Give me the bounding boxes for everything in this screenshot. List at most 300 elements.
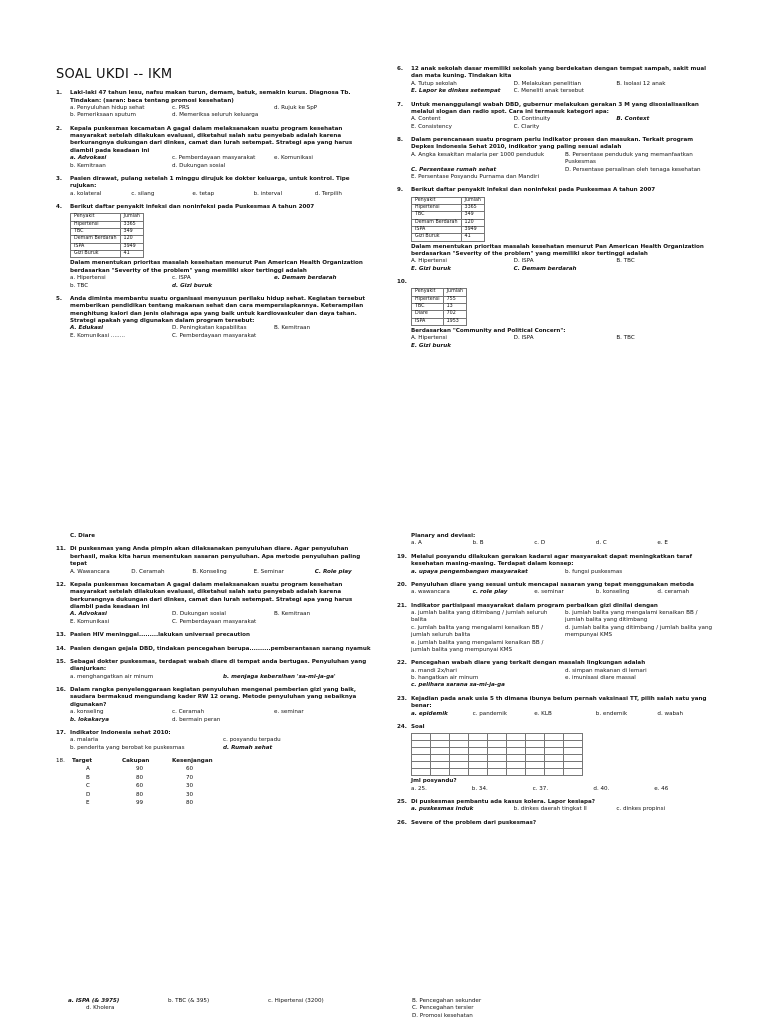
option: b. penderita yang berobat ke puskesmas	[70, 744, 185, 751]
question-head	[397, 799, 715, 806]
option: d. 40.	[593, 785, 610, 792]
table-cell: ISPA	[412, 318, 444, 325]
question-stem: Laki-laki 47 tahun lesu, nafsu makan turun, demam, batuk, semakin kurus. Diagnosa Tb. Tindakan: (saran: baca tentang promosi kesehatan)	[70, 90, 351, 104]
option: a. wawancara	[411, 589, 450, 596]
table-row	[412, 734, 583, 741]
question-number: 23.	[397, 695, 407, 702]
options	[70, 325, 372, 340]
table-cell: 120	[461, 219, 484, 226]
table-cell	[431, 741, 450, 748]
question-head	[397, 554, 715, 569]
option: E. Persentase Posyandu Purnama dan Mandiri	[411, 173, 540, 180]
table-cell: TBC	[412, 212, 462, 219]
option: c. ISPA	[172, 275, 191, 282]
question-head	[56, 533, 372, 540]
option: a. epidemik	[411, 710, 448, 717]
footer-right	[412, 998, 712, 1020]
table-row	[412, 212, 485, 219]
grid-cell: 30	[186, 783, 194, 790]
option: c. jumlah balita yang mengalami kenaikan BB / jumlah seluruh balita	[411, 624, 543, 639]
question	[397, 724, 715, 731]
question-head	[56, 659, 372, 674]
option: b. Pemeriksaan sputum	[70, 112, 136, 119]
option: B. Kemitraan	[274, 325, 311, 332]
option: C. Demam berdarah	[513, 265, 577, 272]
option: b. 34.	[471, 785, 488, 792]
table-cell: 3949	[120, 243, 143, 250]
question-head	[56, 126, 372, 156]
option: B. Kemitraan	[274, 611, 311, 618]
option: a. kolateral	[70, 190, 102, 197]
question-number: 7.	[397, 101, 404, 108]
footer-right-option: B. Pencegahan sekunder	[412, 998, 482, 1004]
question-number: 12.	[56, 581, 66, 588]
question-head	[56, 176, 372, 191]
table-cell	[488, 769, 507, 776]
question-head	[397, 279, 715, 286]
table-cell: 702	[443, 311, 466, 318]
grid-cell: 60	[136, 783, 144, 790]
table-cell	[412, 762, 431, 769]
question-number: 24.	[397, 723, 407, 730]
question-head	[397, 724, 715, 731]
question-stem: Severe of the problem dari puskesmas?	[411, 819, 537, 826]
footer-left-option: d. Kholera	[86, 1005, 115, 1012]
question-number: 25.	[397, 799, 407, 805]
option: E. Gizi buruk	[411, 342, 451, 349]
table-cell	[488, 755, 507, 762]
table-cell	[507, 769, 526, 776]
question-number: 11.	[56, 546, 66, 553]
question-number: 17.	[56, 729, 66, 736]
question-18-grid	[72, 758, 372, 807]
option: A. Angka kesakitan malaria per 1000 penduduk	[411, 151, 545, 158]
options	[411, 258, 715, 273]
option: d. Dukungan sosial	[172, 162, 226, 169]
table-cell: 41	[461, 234, 484, 241]
data-table	[70, 213, 144, 258]
option: b. Kemitraan	[70, 162, 106, 169]
question-head	[397, 533, 715, 540]
question	[397, 137, 715, 181]
grid-cell: B	[86, 774, 90, 781]
table-cell	[564, 748, 583, 755]
option: b. konseling	[595, 589, 630, 596]
grid-cell: 60	[186, 766, 194, 773]
question	[56, 632, 372, 639]
question-number: 16.	[56, 687, 66, 693]
table-cell	[412, 741, 431, 748]
question-head	[397, 102, 715, 117]
table-cell	[412, 755, 431, 762]
grid-cell: E	[86, 799, 90, 806]
footer-right-option: D. Promosi kesehatan	[412, 1012, 473, 1019]
option: b. hangatkan air minum	[411, 675, 479, 681]
right-top-column	[397, 66, 715, 356]
option: c. posyandu terpadu	[223, 737, 281, 744]
options	[70, 569, 372, 576]
option: e. seminar	[274, 709, 304, 716]
table-cell	[450, 762, 469, 769]
question	[56, 546, 372, 576]
option: b. TBC	[70, 282, 89, 289]
option: E. Gizi buruk	[411, 265, 451, 272]
table-cell: Hipertensi	[412, 204, 462, 211]
question-24-table	[411, 733, 583, 776]
question	[56, 687, 372, 724]
table-cell: ISPA	[71, 243, 121, 250]
grid-cell: 90	[136, 766, 144, 773]
question-number	[56, 533, 70, 540]
option: c. pelihara sarana sa-mi-ja-ga	[411, 682, 505, 689]
question-stem: Planary and deviasi:	[411, 533, 476, 539]
table-cell	[431, 755, 450, 762]
table-cell: 349	[120, 229, 143, 236]
table-row	[412, 762, 583, 769]
table-row	[71, 243, 144, 250]
table-cell	[507, 734, 526, 741]
option: c. D	[534, 540, 546, 547]
table-row	[412, 769, 583, 776]
grid-cell: 80	[136, 774, 144, 781]
option: c. dinkes propinsi	[616, 806, 666, 813]
table-cell	[450, 755, 469, 762]
option: A. Advokasi	[70, 611, 107, 618]
question-head	[397, 66, 715, 81]
table-row	[412, 289, 467, 296]
table-cell	[488, 734, 507, 741]
table-cell	[545, 748, 564, 755]
table-cell: Jumlah	[461, 197, 484, 204]
options	[411, 569, 715, 576]
option: b. endemik	[595, 710, 628, 717]
grid-cell: 99	[136, 799, 144, 806]
table-cell: 755	[443, 296, 466, 303]
table-cell	[507, 748, 526, 755]
option: B. Context	[616, 116, 650, 123]
option: D. Ceramah	[131, 568, 165, 575]
options	[411, 806, 715, 813]
question-stem: Pasien dirawat, pulang setelah 1 minggu dirujuk ke dokter keluarga, untuk kontrol. Tipe rujukan:	[70, 175, 350, 190]
option: B. TBC	[616, 258, 635, 265]
options	[70, 105, 372, 120]
table-cell	[526, 762, 545, 769]
question-number: 4.	[56, 204, 63, 211]
table-cell	[450, 741, 469, 748]
option: e. Demam berdarah	[274, 275, 337, 282]
option: e. KLB	[534, 710, 552, 717]
option: b. jumlah balita yang mengalami kenaikan BB / jumlah balita yang ditimbang	[565, 610, 698, 624]
question	[397, 696, 715, 718]
question-head	[397, 603, 715, 610]
table-row	[412, 755, 583, 762]
question-stem-continued: Berdasarkan "Community and Political Concern":	[411, 328, 566, 335]
question-stem: 12 anak sekolah dasar memiliki sekolah yang berdekatan dengan tempat sampah, sakit mual dan mata kuning. Tindakan kita	[411, 66, 707, 80]
option: a. 25.	[411, 785, 427, 792]
options	[411, 152, 715, 182]
options	[70, 155, 372, 170]
option: b. lokakarya	[70, 716, 110, 723]
table-cell: TBC	[412, 304, 444, 311]
table-row	[71, 214, 144, 221]
option: B. Persentase penduduk yang memanfaatkan Puskesmas	[565, 151, 693, 166]
table-row	[412, 226, 485, 233]
option: d. C	[595, 540, 607, 547]
table-cell: Hipertensi	[412, 296, 444, 303]
table-cell	[545, 769, 564, 776]
table-cell	[507, 741, 526, 748]
table-row	[412, 741, 583, 748]
question-head	[397, 582, 715, 589]
table-cell	[431, 734, 450, 741]
table-cell	[450, 748, 469, 755]
question-number: 1.	[56, 90, 63, 97]
table-row	[412, 318, 467, 325]
question-stem: Kejadian pada anak usia 5 th dimana ibunya belum pernah vaksinasi TT, pilih salah satu yang benar:	[411, 695, 707, 710]
question-stem	[411, 279, 715, 286]
option: e. tetap	[192, 190, 215, 197]
table-cell	[412, 748, 431, 755]
table-cell	[526, 755, 545, 762]
grid-cell: D	[86, 791, 91, 798]
table-cell: 3365	[461, 204, 484, 211]
question-stem: C. Diare	[70, 533, 96, 539]
question-stem: Pasien HIV meninggal.........lakukan universal precaution	[70, 632, 250, 639]
option: d. Rumah sehat	[223, 744, 273, 751]
table-cell	[469, 762, 488, 769]
table-cell	[450, 769, 469, 776]
question-stem: Melalui posyandu dilakukan gerakan kadarsi agar masyarakat dapat meningkatkan taraf kesehatan masing-masing. Terdapat dalam konsep:	[411, 553, 693, 568]
option: B. TBC	[616, 335, 635, 342]
table-cell: 120	[120, 236, 143, 243]
table-cell	[431, 762, 450, 769]
option: C. Pemberdayaan masyarakat	[172, 618, 257, 625]
options	[411, 116, 715, 131]
option: c. role play	[472, 589, 508, 596]
question-number: 2.	[56, 125, 63, 132]
table-cell: Diare	[412, 311, 444, 318]
option: D. ISPA	[513, 335, 534, 342]
grid-cell: 80	[136, 791, 144, 798]
table-cell: Demam Berdarah	[71, 236, 121, 243]
table-cell: Penyakit	[412, 289, 444, 296]
table-row	[71, 221, 144, 228]
data-table	[411, 288, 467, 326]
table-cell: 3949	[461, 226, 484, 233]
option: c. pandemik	[472, 710, 507, 717]
table-cell	[488, 741, 507, 748]
question-number: 20.	[397, 581, 407, 588]
question	[397, 820, 715, 827]
option: E. Lapor ke dinkes setempat	[411, 88, 501, 95]
option: C. Role play	[314, 568, 352, 575]
table-cell	[526, 769, 545, 776]
table-cell	[507, 755, 526, 762]
question-number: 8.	[397, 137, 404, 143]
question-stem: Dalam rangka penyelenggaraan kegiatan penyuluhan mengenai pemberian gizi yang baik, saudara bermaksud mengundang kader RW 12 orang. Metode penyuluhan yang sebaiknya digunakan?	[70, 687, 357, 708]
option: a. menghangatkan air minum	[70, 673, 154, 680]
question	[56, 176, 372, 198]
question-number: 15.	[56, 658, 66, 665]
question-number: 13.	[56, 632, 66, 639]
option: C. Pemberdayaan masyarakat	[172, 332, 257, 339]
option: d. Memeriksa seluruh keluarga	[172, 112, 259, 119]
option: D. Persentase persalinan oleh tenaga kesehatan	[565, 166, 701, 173]
question	[397, 582, 715, 597]
table-cell	[469, 741, 488, 748]
options	[70, 709, 372, 724]
table-cell	[431, 769, 450, 776]
question-head	[56, 730, 372, 737]
table-cell: Penyakit	[412, 197, 462, 204]
question-number: 10.	[397, 279, 407, 286]
question-stem: Kepala puskesmas kecamatan A gagal dalam melaksanakan suatu program kesehatan masyarakat setelah dilakukan evaluasi, diketahui salah satu penyebab adalah karena berkurangnya dukungan dari dinkes, camat dan lurah setempat. Strategi apa yang harus diambil pada keadaan ini	[70, 125, 353, 154]
option: E. Komunikasi	[70, 618, 110, 625]
question-stem-continued: Dalam menentukan prioritas masalah kesehatan menurut Pan American Health Organization berdasarkan "Severity of the problem" yang memiliki skor tertinggi adalah	[411, 243, 704, 257]
option: c. Ceramah	[172, 709, 205, 716]
question-head	[56, 646, 372, 653]
table-cell	[564, 762, 583, 769]
question-number: 9.	[397, 187, 404, 194]
table-cell: 1953	[443, 318, 466, 325]
option: e. jumlah balita yang mengalami kenaikan BB / jumlah balita yang mempunyai KMS	[411, 639, 544, 653]
question	[397, 102, 715, 132]
option: d. bermain peran	[172, 716, 221, 723]
grid-header: Cakupan	[122, 758, 150, 764]
table-row	[412, 219, 485, 226]
footer-left-option: b. TBC (& 395)	[168, 998, 210, 1004]
table-cell: 3365	[120, 221, 143, 228]
option: E. Consistency	[411, 123, 452, 130]
table-cell: Gizi Buruk	[71, 251, 121, 258]
table-cell: Penyakit	[71, 214, 121, 221]
option: d. jumlah balita yang ditimbang / jumlah balita yang mempunyai KMS	[565, 624, 713, 639]
table-cell	[564, 755, 583, 762]
option: C. Meneliti anak tersebut	[513, 88, 585, 95]
question-24-prompt: Jml posyandu?	[411, 778, 457, 785]
table-cell	[412, 734, 431, 741]
question	[56, 582, 372, 626]
options	[70, 611, 372, 626]
table-cell	[564, 734, 583, 741]
options	[411, 335, 715, 350]
option: e. 46	[654, 785, 669, 792]
option: d. Terpilih	[314, 190, 342, 197]
table-cell: Gizi Buruk	[412, 234, 462, 241]
question-stem: Sebagai dokter puskesmas, terdapat wabah diare di tempat anda bertugas. Penyuluhan yang dianjurkan:	[70, 658, 367, 673]
question-head	[397, 660, 715, 667]
question-stem: Kepala puskesmas kecamatan A gagal dalam melaksanakan suatu program kesehatan masyarakat setelah dilakukan evaluasi, diketahui salah satu penyebab adalah karena berkurangnya dukungan dari dinkes, camat dan lurah setempat. Strategi apa yang harus diambil pada keadaan ini	[70, 581, 353, 610]
question-stem: Pasien dengan gejala DBD, tindakan pencegahan berupa..........pemberantasan sarang nyamuk	[70, 645, 371, 652]
table-cell	[507, 762, 526, 769]
footer-left	[68, 998, 368, 1013]
option: D. Continuity	[513, 116, 551, 123]
grid-cell: A	[86, 766, 90, 773]
table-cell: ISPA	[412, 226, 462, 233]
option: e. E	[657, 540, 668, 547]
question	[397, 660, 715, 690]
table-cell	[526, 734, 545, 741]
option: d. Rujuk ke SpP	[274, 104, 318, 111]
options	[70, 275, 372, 290]
table-cell	[564, 769, 583, 776]
table-cell	[469, 769, 488, 776]
question-head	[56, 582, 372, 612]
option: a. puskesmas induk	[411, 806, 474, 813]
question-stem: Berikut daftar penyakit infeksi dan noninfeksi pada Puskesmas A tahun 2007	[70, 204, 315, 211]
table-cell	[545, 762, 564, 769]
option: d. Gizi buruk	[172, 282, 213, 289]
table-cell: Demam Berdarah	[412, 219, 462, 226]
option: a. mandi 2x/hari	[411, 667, 457, 674]
option: b. dinkes daerah tingkat II	[513, 806, 587, 813]
question	[397, 533, 715, 548]
footer-left-option: a. ISPA (& 3975)	[68, 998, 120, 1004]
option: d. ceramah	[657, 589, 690, 596]
question-stem: Penyuluhan diare yang sesuai untuk mencapai sasaran yang tepat menggunakan metoda	[411, 581, 694, 588]
option: a. Hipertensi	[70, 275, 106, 282]
table-row	[412, 197, 485, 204]
question-head	[397, 696, 715, 711]
table-cell	[545, 741, 564, 748]
question	[397, 799, 715, 814]
left-bottom-column	[56, 533, 372, 807]
question-head	[397, 137, 715, 152]
table-cell: 349	[461, 212, 484, 219]
question-stem: Di puskesmas pembantu ada kasus kolera. Lapor kesiapa?	[411, 799, 596, 805]
question-head	[56, 687, 372, 709]
question	[397, 554, 715, 576]
question-head	[397, 187, 715, 194]
grid-cell: 80	[186, 799, 194, 806]
options	[70, 737, 372, 752]
table-cell: 13	[443, 304, 466, 311]
question-stem: Untuk menanggulangi wabah DBD, gubernur melakukan gerakan 3 M yang disosialisasikan melalui slogan dan radio spot. Cara ini termasuk kategori apa:	[411, 101, 699, 115]
question-18	[56, 758, 372, 807]
option: a. Penyuluhan hidup sehat	[70, 104, 145, 111]
option: D. Peningkatan kapabilitas	[172, 325, 247, 332]
option: e. seminar	[534, 589, 564, 596]
question-number: 26.	[397, 819, 407, 826]
table-cell	[545, 755, 564, 762]
option: A. Edukasi	[70, 325, 104, 332]
option: D. ISPA	[513, 258, 534, 265]
table-cell	[469, 755, 488, 762]
page-title: SOAL UKDI -- IKM	[56, 67, 173, 82]
question-number: 18.	[56, 758, 65, 764]
table-cell: TBC	[71, 229, 121, 236]
grid-cell: 30	[186, 791, 194, 798]
options	[70, 191, 372, 198]
option: b. interval	[253, 190, 283, 197]
options	[411, 589, 715, 596]
table-cell	[545, 734, 564, 741]
question	[56, 204, 372, 290]
options	[411, 610, 715, 654]
option: B. Isolasi 12 anak	[616, 80, 666, 87]
question	[397, 603, 715, 655]
grid-header: Target	[72, 758, 93, 764]
table-row	[412, 748, 583, 755]
option: c. 37.	[532, 785, 549, 792]
question	[397, 279, 715, 350]
option: E. Seminar	[253, 568, 284, 575]
table-cell	[469, 734, 488, 741]
question-head	[56, 90, 372, 105]
table-cell: Jumlah	[443, 289, 466, 296]
question-head	[56, 296, 372, 326]
options	[411, 81, 715, 96]
